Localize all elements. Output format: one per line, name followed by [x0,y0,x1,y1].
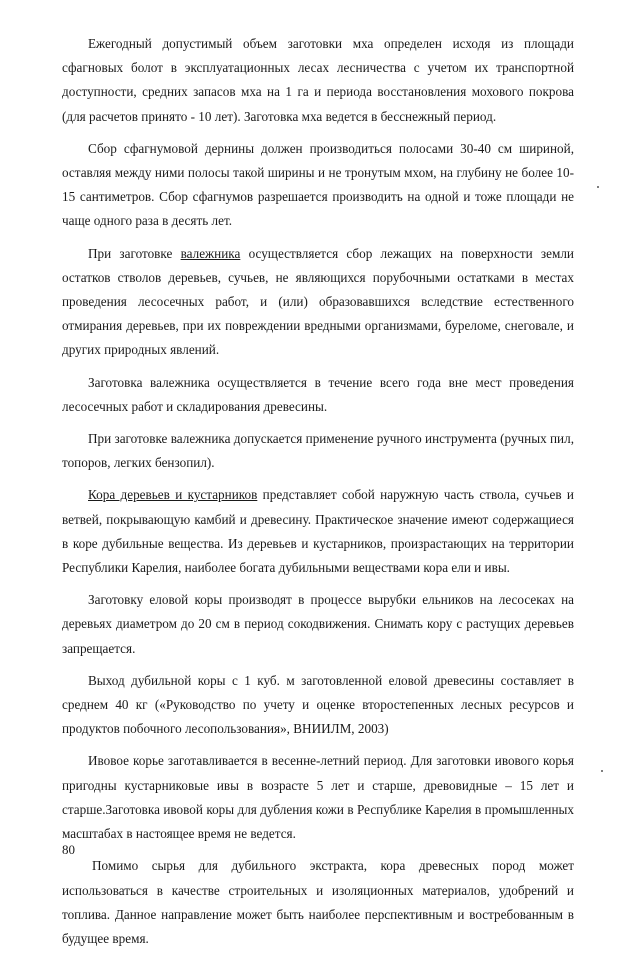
paragraph-willow-bark: Ивовое корье заготавливается в весенне-летний период. Для заготовки ивового корья пригодны кустарниковые ивы в возрасте 5 лет и старше, древовидные – 15 лет и старше.Заготовка ивовой коры для дубления кожи в Республике Карелия в промышленных масштабах в настоящее время не ведется. [62,753,574,842]
paragraph-bark-definition [62,483,574,580]
paragraph-deadwood-definition [62,242,574,363]
paragraph-deadwood-season: Заготовка валежника осуществляется в течение всего года вне мест проведения лесосечных работ и складирования древесины. [62,374,574,414]
paragraph-lead: При заготовке [88,245,181,261]
scan-speck [597,186,599,188]
page-number: 80 [62,842,75,857]
paragraph-bark-uses: Помимо сырья для дубильного экстракта, кора древесных пород может использоваться в качестве строительных и изоляционных материалов, удобрений и топлива. Данное направление может быть наиболее перспективным и востребованным в будущее время. [62,858,574,946]
paragraph-moss-volume: Ежегодный допустимый объем заготовки мха определен исходя из площади сфагновых болот в эксплуатационных лесах лесничества с учетом их транспортной доступности, средних запасов мха на 1 га и периода восстановления мохового покрова (для расчетов принято - 10 лет). Заготовка мха ведется в бесснежный период. [62,36,574,124]
paragraph-rest: осуществляется сбор лежащих на поверхности земли остатков стволов деревьев, сучьев, не являющихся порубочными остатками в местах проведения лесосечных работ, и (или) образовавшихся вследствие естественного отмирания деревьев, при их повреждении вредными организмами, буреломе, снеговале, и других природных явлений. [62,245,574,358]
term-bark: Кора деревьев и кустарников [88,487,258,503]
paragraph-deadwood-tools: При заготовке валежника допускается применение ручного инструмента (ручных пил, топоров, легких бензопил). [62,431,574,471]
paragraph-rest: представляет собой наружную часть ствола, сучьев и ветвей, покрывающую камбий и древесину. Практическое значение имеют содержащиеся в коре дубильные вещества. Из деревьев и кустарников, произрастающих на территории Республики Карелия, наиболее богата дубильными веществами кора ели и ивы. [62,487,574,576]
paragraph-sphagnum-collection: Сбор сфагнумовой дернины должен производиться полосами 30-40 см шириной, оставляя между ними полосы такой ширины и не тронутым мхом, на глубину не более 10-15 сантиметров. Сбор сфагнумов разрешается производить на одной и тоже площади не чаще одного раза в десять лет. [62,140,574,229]
term-deadwood: валежника [180,245,241,261]
document-body [62,32,574,959]
paragraph-bark-yield: Выход дубильной коры с 1 куб. м заготовленной еловой древесины составляет в среднем 40 кг («Руководство по учету и оценке второстепенных лесных ресурсов и продуктов побочного лесопользования», ВНИИЛМ, 2003) [62,672,574,737]
paragraph-spruce-bark: Заготовку еловой коры производят в процессе вырубки ельников на лесосеках на деревьях диаметром до 20 см в период сокодвижения. Снимать кору с растущих деревьев запрещается. [62,592,574,656]
scan-speck [601,770,603,772]
